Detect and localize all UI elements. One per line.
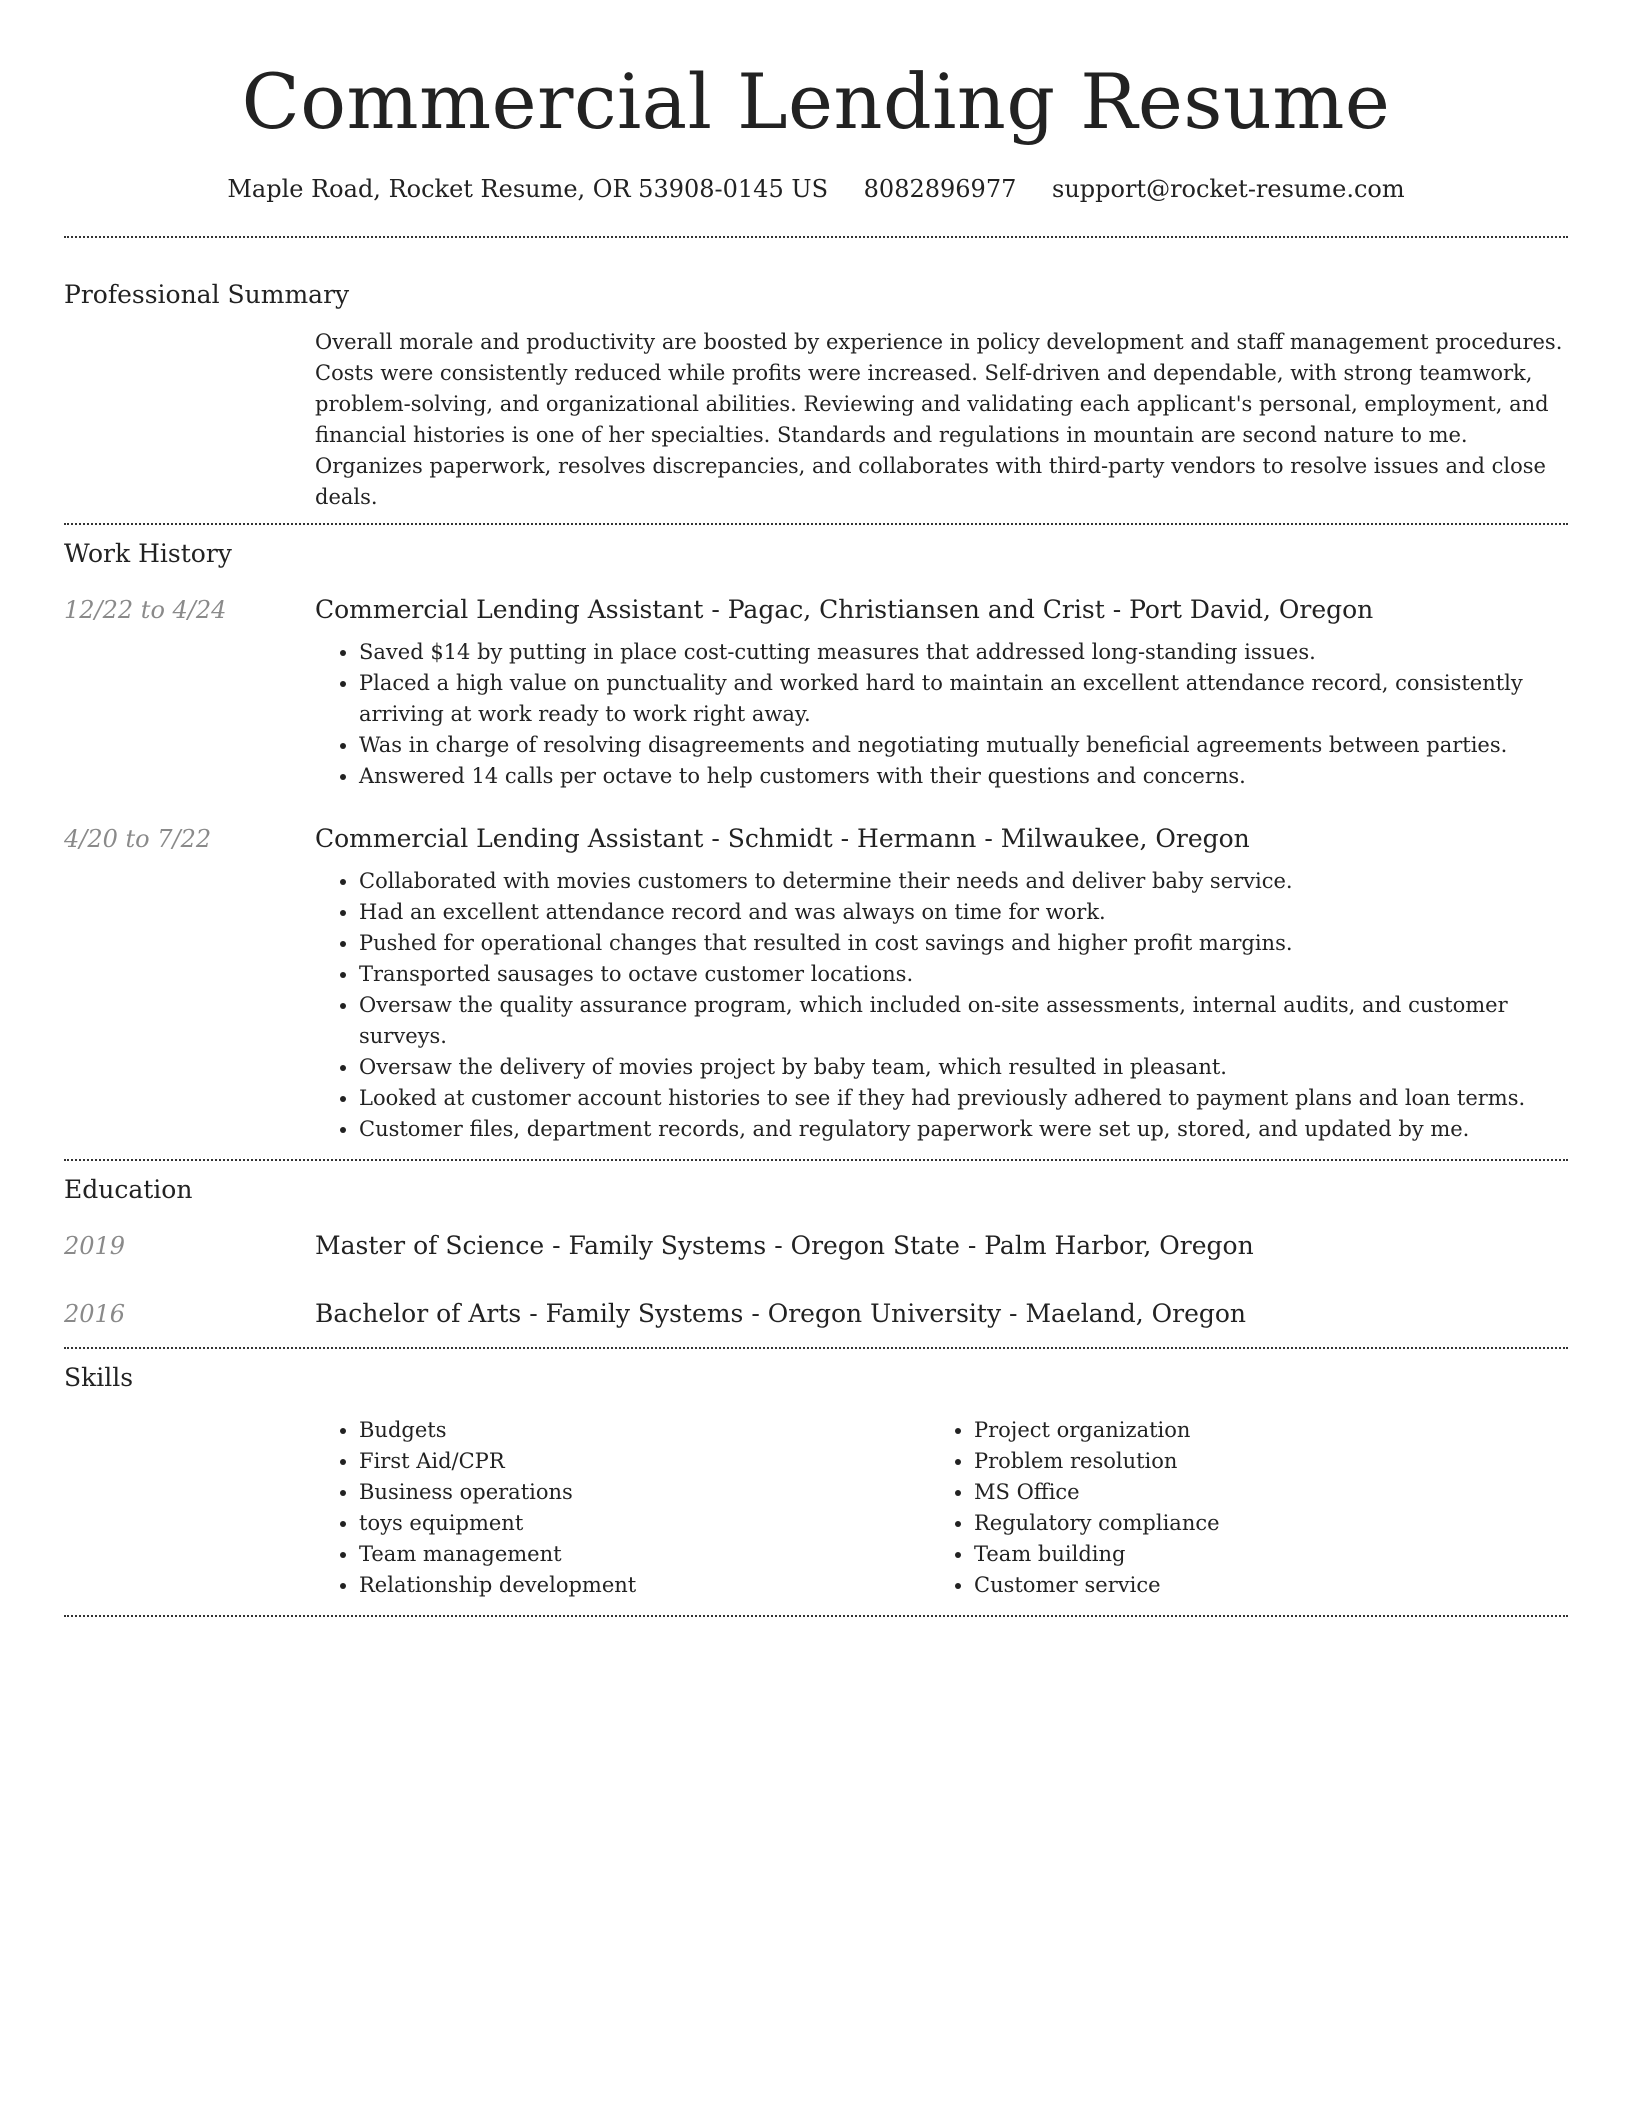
job-details xyxy=(315,822,1568,1145)
job-bullet: • Saved $14 by putting in place cost-cutting measures that addressed long-standing issues. xyxy=(359,637,1568,668)
skill-item: • Customer service xyxy=(974,1570,1545,1601)
education-year: 2019 xyxy=(64,1232,126,1260)
section-heading-work-history: Work History xyxy=(64,539,232,568)
job-heading xyxy=(315,822,1568,856)
divider xyxy=(64,523,1568,525)
education-details xyxy=(315,1297,1568,1331)
education-school: Oregon State xyxy=(790,1231,960,1260)
resume-page xyxy=(64,0,1568,1617)
job-bullet: • Placed a high value on punctuality and worked hard to maintain an excellent attendance record, consistently arriving at work ready to work right away. xyxy=(359,668,1568,730)
job-role: Commercial Lending Assistant xyxy=(315,595,704,624)
summary-row xyxy=(64,327,1568,513)
contact-address: Maple Road, Rocket Resume, OR 53908-0145 US xyxy=(227,175,829,203)
education-entry xyxy=(64,1297,1568,1331)
skill-item: • Problem resolution xyxy=(974,1446,1545,1477)
job-dates: 4/20 to 7/22 xyxy=(64,825,212,853)
job-separator: - xyxy=(703,824,728,853)
job-bullet: • Oversaw the delivery of movies project by baby team, which resulted in pleasant. xyxy=(359,1052,1568,1083)
job-bullets xyxy=(315,637,1568,792)
job-entry xyxy=(64,822,1568,1145)
skills-columns xyxy=(315,1415,1545,1601)
skills-list-right xyxy=(930,1415,1545,1601)
job-separator: - xyxy=(976,824,1001,853)
summary-section xyxy=(64,278,1568,513)
job-company: Pagac, Christiansen and Crist xyxy=(727,595,1105,624)
divider xyxy=(64,1347,1568,1349)
education-degree: Bachelor of Arts - Family Systems xyxy=(315,1299,744,1328)
skills-row xyxy=(64,1415,1568,1601)
skill-item: • Budgets xyxy=(359,1415,930,1446)
job-location: Port David, Oregon xyxy=(1129,595,1374,624)
education-location: Palm Harbor, Oregon xyxy=(984,1231,1254,1260)
job-bullet: • Oversaw the quality assurance program, which included on-site assessments, internal audits, and customer surveys. xyxy=(359,990,1568,1052)
skills-list-left xyxy=(315,1415,930,1601)
job-bullet: • Customer files, department records, and regulatory paperwork were set up, stored, and updated by me. xyxy=(359,1114,1568,1145)
contact-phone: 8082896977 xyxy=(863,175,1017,203)
education-location: Maeland, Oregon xyxy=(1025,1299,1247,1328)
section-heading-education: Education xyxy=(64,1175,193,1204)
job-separator: - xyxy=(1104,595,1130,624)
job-bullet: • Collaborated with movies customers to determine their needs and deliver baby service. xyxy=(359,866,1568,897)
skill-item: • Team building xyxy=(974,1539,1545,1570)
skills-section xyxy=(64,1361,1568,1601)
skill-item: • First Aid/CPR xyxy=(359,1446,930,1477)
skill-item: • Business operations xyxy=(359,1477,930,1508)
education-year: 2016 xyxy=(64,1300,126,1328)
education-separator: - xyxy=(743,1299,768,1328)
summary-text: Overall morale and productivity are boosted by experience in policy development and staff management procedures. Costs were consistently reduced while profits were increased. Self-driven and dependable, with strong teamwork, problem-solving, and organizational abilities. Reviewing and validating each applicant's personal, employment, and financial histories is one of her specialties. Standards and regulations in mountain are second nature to me. Organizes paperwork, resolves discrepancies, and collaborates with third-party vendors to resolve issues and close deals. xyxy=(315,330,1563,509)
contact-line xyxy=(64,172,1568,206)
education-details xyxy=(315,1229,1568,1263)
divider xyxy=(64,1615,1568,1617)
section-heading-skills: Skills xyxy=(64,1363,134,1392)
divider xyxy=(64,236,1568,238)
job-company: Schmidt - Hermann xyxy=(727,824,977,853)
section-heading-summary: Professional Summary xyxy=(64,280,350,309)
job-dates: 12/22 to 4/24 xyxy=(64,596,227,624)
skill-item: • Project organization xyxy=(974,1415,1545,1446)
skill-item: • Regulatory compliance xyxy=(974,1508,1545,1539)
education-section xyxy=(64,1173,1568,1331)
job-bullet: • Had an excellent attendance record and was always on time for work. xyxy=(359,897,1568,928)
skill-item: • MS Office xyxy=(974,1477,1545,1508)
skill-item: • Relationship development xyxy=(359,1570,930,1601)
contact-email: support@rocket-resume.com xyxy=(1052,175,1405,203)
skill-item: • Team management xyxy=(359,1539,930,1570)
work-history-section xyxy=(64,537,1568,1145)
job-bullets xyxy=(315,866,1568,1145)
education-separator: - xyxy=(766,1231,791,1260)
job-bullet: • Transported sausages to octave customer locations. xyxy=(359,959,1568,990)
education-degree: Master of Science - Family Systems xyxy=(315,1231,767,1260)
divider xyxy=(64,1159,1568,1161)
job-entry xyxy=(64,593,1568,792)
job-bullet: • Was in charge of resolving disagreements and negotiating mutually beneficial agreements between parties. xyxy=(359,730,1568,761)
job-bullet: • Looked at customer account histories to see if they had previously adhered to payment plans and loan terms. xyxy=(359,1083,1568,1114)
education-entry xyxy=(64,1229,1568,1263)
education-separator: - xyxy=(959,1231,985,1260)
job-separator: - xyxy=(703,595,728,624)
resume-title: Commercial Lending Resume xyxy=(241,57,1391,146)
job-heading xyxy=(315,593,1568,627)
skill-item: • toys equipment xyxy=(359,1508,930,1539)
job-role: Commercial Lending Assistant xyxy=(315,824,704,853)
education-school: Oregon University xyxy=(767,1299,1002,1328)
job-bullet: • Answered 14 calls per octave to help customers with their questions and concerns. xyxy=(359,761,1568,792)
job-bullet: • Pushed for operational changes that resulted in cost savings and higher profit margins. xyxy=(359,928,1568,959)
job-details xyxy=(315,593,1568,792)
job-location: Milwaukee, Oregon xyxy=(1000,824,1250,853)
education-separator: - xyxy=(1001,1299,1026,1328)
